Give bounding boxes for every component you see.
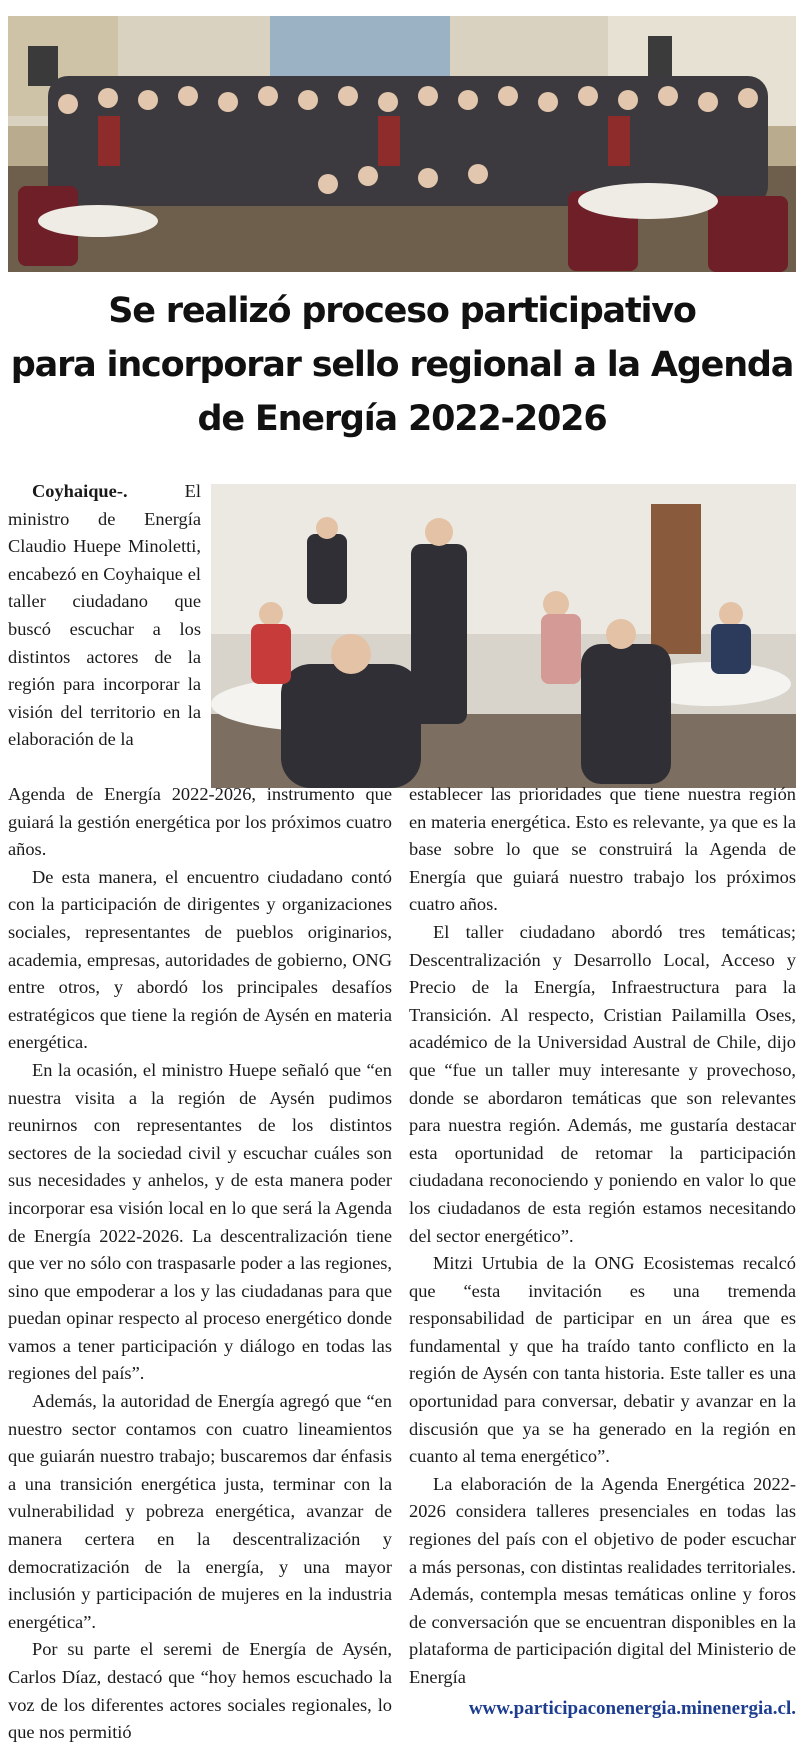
paragraph: De esta manera, el encuentro ciudadano contó con la participación de dirigentes y organizaciones sociales, representantes de pueblos originarios, academia, empresas, autoridades de gobierno, ONG entre otros, y abordó los principales desafíos estratégicos que tiene la región de Aysén en materia energética. [8, 866, 392, 1053]
intro-paragraph [8, 478, 201, 754]
group-photo [8, 16, 796, 272]
left-column [8, 781, 392, 1744]
paragraph: Por su parte el seremi de Energía de Aysén, Carlos Díaz, destacó que “hoy hemos escuchado la voz de los diferentes actores sociales regionales, lo que nos permitió [8, 1639, 392, 1743]
meeting-photo [211, 484, 796, 788]
paragraph: En la ocasión, el ministro Huepe señaló que “en nuestra visita a la región de Aysén pudimos reunirnos con representantes de los distintos sectores de la sociedad civil y escuchar cuáles son sus necesidades y anhelos, y de esta manera poder incorporar esa visión local en lo que será la Agenda de Energía 2022-2026. La descentralización tiene que ver no sólo con traspasarle poder a las regiones, sino que empoderar a los y las ciudadanas para que puedan opinar respecto al proceso energético donde vamos a tener participación y diálogo en todas las regiones del país”. [8, 1059, 392, 1384]
headline-line-1: Se realizó proceso participativo [108, 291, 696, 331]
dateline: Coyhaique-. [32, 481, 128, 501]
right-column [409, 781, 796, 1722]
paragraph: La elaboración de la Agenda Energética 2022-2026 considera talleres presenciales en todas las regiones del país con el objetivo de poder escuchar a más personas, con distintas realidades territoriales. Además, contempla mesas temáticas online y foros de conversación que se encuentran disponibles en la plataforma de participación digital del Ministerio de Energía [409, 1473, 796, 1687]
intro-text: El ministro de Energía Claudio Huepe Minoletti, encabezó en Coyhaique el taller ciudadano que buscó escuchar a los distintos actores de la región para incorporar la visión del territorio en la elaboración de la [8, 481, 201, 750]
article-headline [10, 284, 794, 446]
headline-line-2: para incorporar sello regional a la Agenda [10, 345, 794, 385]
paragraph: Agenda de Energía 2022-2026, instrumento que guiará la gestión energética por los próximos cuatro años. [8, 784, 392, 860]
paragraph: establecer las prioridades que tiene nuestra región en materia energética. Esto es relevante, ya que es la base sobre lo que se construirá la Agenda de Energía que guiará nuestro trabajo los próximos cuatro años. [409, 784, 796, 915]
paragraph: Además, la autoridad de Energía agregó que “en nuestro sector contamos con cuatro lineamientos que guiarán nuestro trabajo; buscaremos dar énfasis a una transición energética justa, terminar con la vulnerabilidad y pobreza energética, avanzar de manera certera en la descentralización y democratización de la energía, y una mayor inclusión y participación de mujeres en la industria energética”. [8, 1391, 392, 1632]
paragraph: Mitzi Urtubia de la ONG Ecosistemas recalcó que “esta invitación es una tremenda responsabilidad de participar en un área que es fundamental y que ha traído tanto conflicto en la región de Aysén con tanta historia. Este taller es una oportunidad para conversar, debatir y avanzar en la discusión que ya se ha generado en la región en cuanto al tema energético”. [409, 1253, 796, 1467]
headline-line-3: de Energía 2022-2026 [197, 399, 607, 439]
paragraph: El taller ciudadano abordó tres temáticas; Descentralización y Desarrollo Local, Acceso y Precio de la Energía, Infraestructura para la Transición. Al respecto, Cristian Pailamilla Oses, académico de la Universidad Austral de Chile, dijo que “fue un taller muy interesante y provechoso, donde se abordaron temáticas que son relevantes para nuestra región. Además, me gustaría destacar esta oportunidad de retomar la participación ciudadana reconociendo y poniendo en valor lo que los ciudadanos de esta región estamos necesitando del sector energético”. [409, 921, 796, 1246]
website-link[interactable]: www.participaconenergia.minenergia.cl. [468, 1697, 796, 1719]
intro-column [8, 478, 201, 754]
